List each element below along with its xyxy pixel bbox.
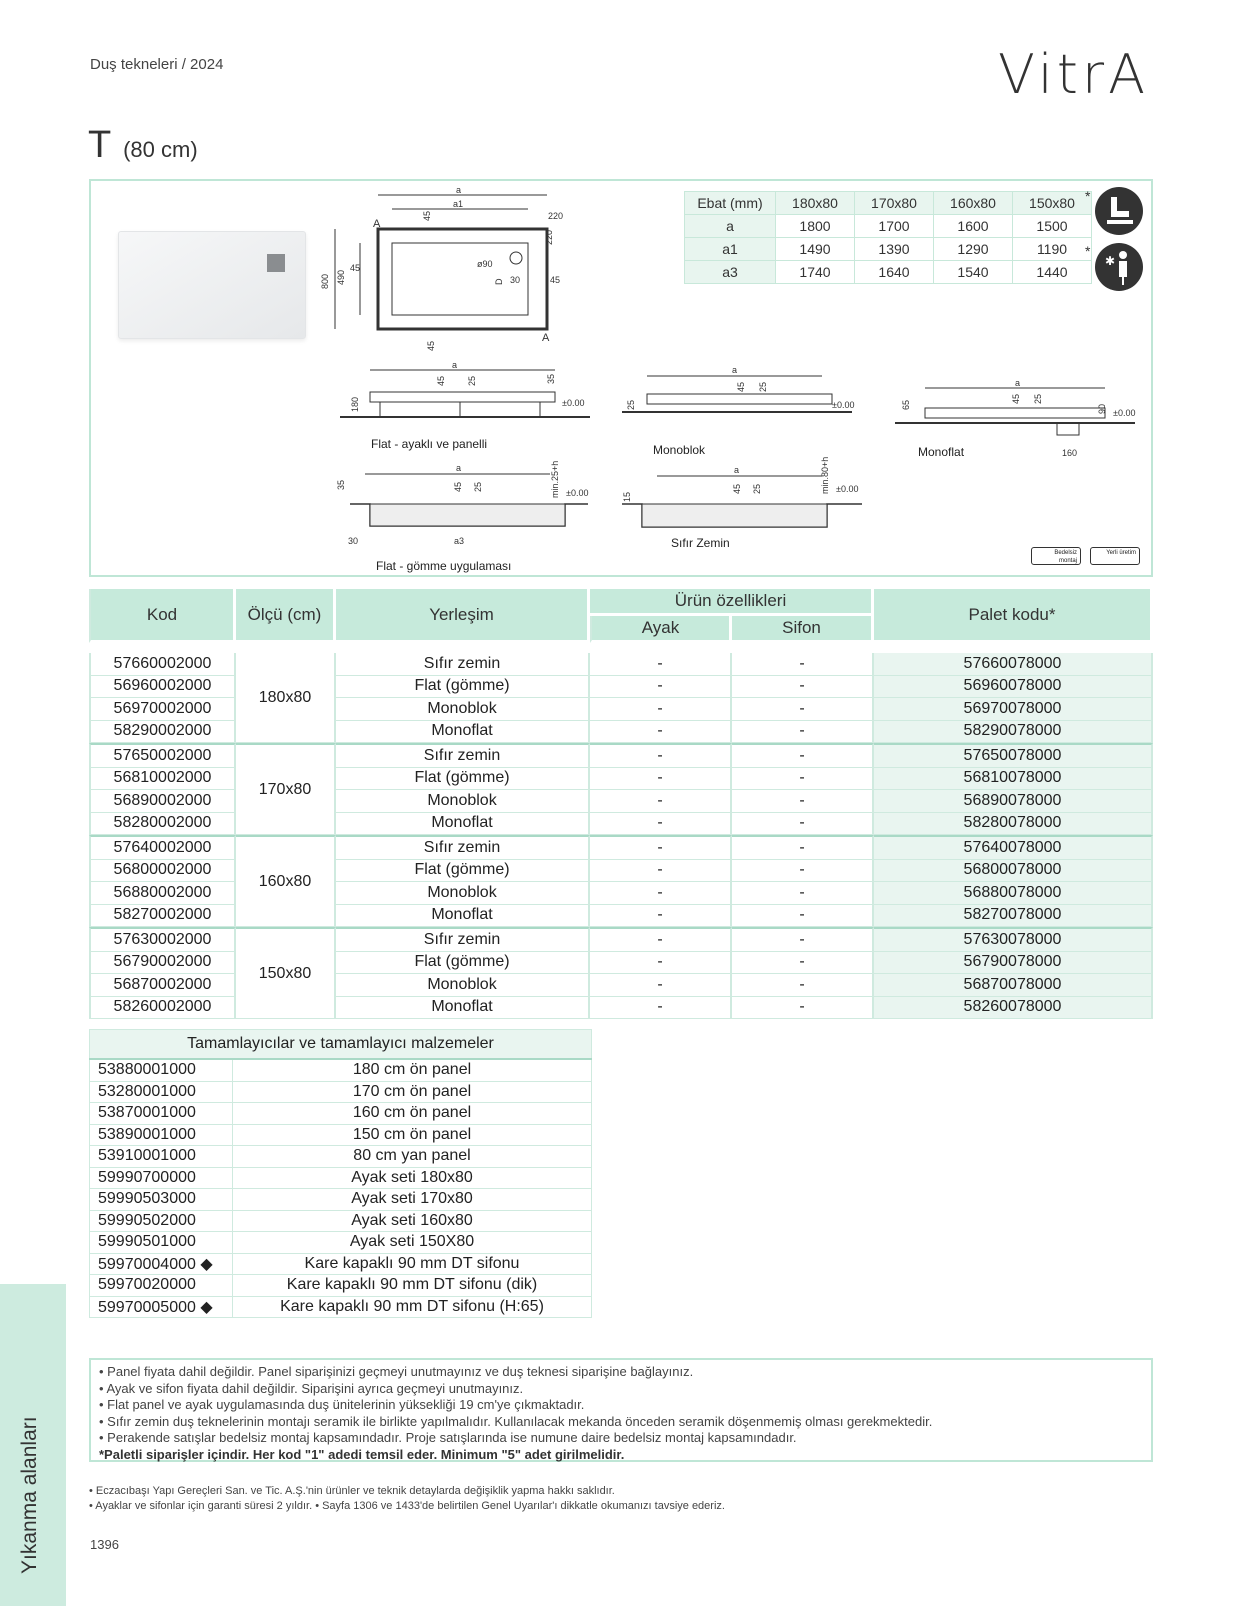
- note: • Ayak ve sifon fiyata dahil değildir. Siparişini ayrıca geçmeyi unutmayınız.: [99, 1380, 524, 1396]
- dim-a: a: [1015, 378, 1021, 388]
- dim-25: 25: [758, 381, 768, 392]
- dim-a: a: [732, 365, 738, 375]
- accessory-code: 59970005000 ◆: [90, 1296, 233, 1318]
- dim-cell: 1740: [776, 261, 855, 284]
- dim-header-size: 180x80: [776, 192, 855, 215]
- dim-cell: 1500: [1013, 215, 1092, 238]
- size-group: 180x80: [236, 653, 336, 743]
- legs: -: [590, 952, 732, 975]
- accessory-name: 160 cm ön panel: [233, 1103, 592, 1125]
- placement: Monoblok: [336, 790, 590, 813]
- accessory-code: 53880001000: [90, 1059, 233, 1081]
- svg-text:✱: ✱: [1105, 254, 1116, 268]
- placement: Monoflat: [336, 997, 590, 1020]
- siphon: -: [732, 743, 874, 768]
- pallet-code: 58280078000: [874, 813, 1153, 836]
- pallet-code: 57650078000: [874, 743, 1153, 768]
- page-title: [88, 124, 198, 167]
- dim-25: 25: [467, 375, 477, 386]
- accessory-name: Kare kapaklı 90 mm DT sifonu (dik): [233, 1275, 592, 1297]
- dim-a: a: [456, 463, 462, 473]
- pallet-code: 56800078000: [874, 860, 1153, 883]
- placement: Sıfır zemin: [336, 927, 590, 952]
- notes-box: [89, 1358, 1153, 1462]
- product-code: 58260002000: [89, 997, 236, 1020]
- accessory-code: 53890001000: [90, 1124, 233, 1146]
- dim-25: 25: [1033, 393, 1043, 404]
- dim-header-size: 170x80: [855, 192, 934, 215]
- legs: -: [590, 835, 732, 860]
- dim-45: 45: [736, 381, 746, 392]
- dim-180: 180: [350, 396, 360, 412]
- dim-cell: 1190: [1013, 238, 1092, 261]
- dim-45: 45: [436, 375, 446, 386]
- dim-cell: 1540: [934, 261, 1013, 284]
- product-name: T: [88, 124, 111, 166]
- siphon: -: [732, 974, 874, 997]
- placement: Flat (gömme): [336, 952, 590, 975]
- label-monoblok: Monoblok: [653, 443, 706, 457]
- placement: Sıfır zemin: [336, 653, 590, 676]
- product-code: 57640002000: [89, 835, 236, 860]
- dim-cell: 1290: [934, 238, 1013, 261]
- local-production-badge: [1090, 547, 1140, 565]
- product-table: [89, 589, 1153, 1019]
- siphon: -: [732, 952, 874, 975]
- free-installation-badge: [1031, 547, 1081, 565]
- accessory-name: Ayak seti 160x80: [233, 1210, 592, 1232]
- dim-header-label: Ebat (mm): [685, 192, 776, 215]
- placement: Monoflat: [336, 905, 590, 928]
- col-header-features: Ürün özellikleri: [590, 589, 874, 616]
- pallet-note: *Paletli siparişler içindir. Her kod "1" adedi temsil eder. Minimum "5" adet girilmelidir.: [99, 1446, 625, 1462]
- dim-header-size: 150x80: [1013, 192, 1092, 215]
- dim-cell: 1640: [855, 261, 934, 284]
- heated-floor-icon: [1095, 187, 1143, 235]
- col-header-placement: Yerleşim: [336, 589, 590, 643]
- note: • Flat panel ve ayak uygulamasında duş ünitelerinin yüksekliği 19 cm'ye çıkmaktadır.: [99, 1397, 585, 1412]
- siphon: -: [732, 676, 874, 699]
- siphon: -: [732, 653, 874, 676]
- legs: -: [590, 698, 732, 721]
- anti-slip-icon: [1095, 243, 1143, 291]
- dim-cell: 1800: [776, 215, 855, 238]
- placement: Sıfır zemin: [336, 835, 590, 860]
- siphon: -: [732, 790, 874, 813]
- accessory-name: 180 cm ön panel: [233, 1059, 592, 1081]
- accessory-name: 150 cm ön panel: [233, 1124, 592, 1146]
- section-zero-floor: [622, 456, 882, 542]
- placement: Flat (gömme): [336, 768, 590, 791]
- accessory-name: Kare kapaklı 90 mm DT sifonu (H:65): [233, 1296, 592, 1318]
- accessory-code: 59990503000: [90, 1189, 233, 1211]
- note: • Panel fiyata dahil değildir. Panel siparişinizi geçmeyi unutmayınız ve duş teknesi siparişine bağlayınız.: [99, 1364, 694, 1379]
- col-header-siphon: Sifon: [732, 616, 874, 643]
- legs: -: [590, 813, 732, 836]
- section-flat-recessed: [336, 460, 610, 557]
- placement: Flat (gömme): [336, 860, 590, 883]
- col-header-legs: Ayak: [590, 616, 732, 643]
- level-zero: ±0.00: [566, 488, 589, 498]
- dim-row-label: a1: [685, 238, 776, 261]
- accessory-name: 170 cm ön panel: [233, 1081, 592, 1103]
- product-code: 56960002000: [89, 676, 236, 699]
- siphon: -: [732, 905, 874, 928]
- placement: Sıfır zemin: [336, 743, 590, 768]
- placement: Monoflat: [336, 721, 590, 744]
- dim-a1: a1: [453, 199, 464, 209]
- accessory-code: 59990502000: [90, 1210, 233, 1232]
- pallet-code: 56890078000: [874, 790, 1153, 813]
- dim-45: 45: [1011, 393, 1021, 404]
- section-sidebar: [0, 1284, 66, 1606]
- siphon: -: [732, 997, 874, 1020]
- legs: -: [590, 927, 732, 952]
- legs: -: [590, 790, 732, 813]
- size-group: 150x80: [236, 927, 336, 1019]
- siphon: -: [732, 860, 874, 883]
- dim-header-size: 160x80: [934, 192, 1013, 215]
- product-code: 56800002000: [89, 860, 236, 883]
- level-zero: ±0.00: [562, 398, 585, 408]
- product-code: 56870002000: [89, 974, 236, 997]
- dim-cell: 1490: [776, 238, 855, 261]
- pallet-code: 56790078000: [874, 952, 1153, 975]
- pallet-code: 56960078000: [874, 676, 1153, 699]
- siphon: -: [732, 721, 874, 744]
- pallet-code: 58270078000: [874, 905, 1153, 928]
- accessory-name: Ayak seti 150X80: [233, 1232, 592, 1254]
- placement: Monoblok: [336, 882, 590, 905]
- section-mark-a-bottom: A: [542, 332, 550, 344]
- dim-15: 15: [622, 491, 632, 502]
- dim-45-top: 45: [422, 210, 432, 221]
- accessory-code: 59990501000: [90, 1232, 233, 1254]
- dim-cell: 1390: [855, 238, 934, 261]
- level-zero: ±0.00: [836, 484, 859, 494]
- section-mark-a-top: A: [373, 218, 381, 230]
- dim-25: 25: [626, 399, 636, 410]
- brand-logo: VitrA: [998, 43, 1150, 106]
- note: • Perakende satışlar bedelsiz montaj kapsamındadır. Proje satışlarında ise numune daire bedelsiz montaj kapsamındadır.: [99, 1430, 797, 1445]
- footnote-star: *: [1085, 188, 1091, 204]
- dim-a: a: [452, 360, 458, 370]
- dim-D: D: [494, 278, 504, 285]
- dim-30: 30: [348, 536, 359, 546]
- dim-65: 65: [901, 399, 911, 410]
- pallet-code: 58290078000: [874, 721, 1153, 744]
- accessory-name: 80 cm yan panel: [233, 1146, 592, 1168]
- label-monoflat: Monoflat: [918, 445, 965, 459]
- siphon: -: [732, 768, 874, 791]
- drain-cover: [267, 254, 285, 272]
- product-code: 56810002000: [89, 768, 236, 791]
- accessories-table: [89, 1029, 592, 1318]
- dim-row-label: a3: [685, 261, 776, 284]
- dim-cell: 1600: [934, 215, 1013, 238]
- dim-45: 45: [732, 483, 742, 494]
- section-monoblok: [622, 362, 872, 442]
- accessory-code: 53870001000: [90, 1103, 233, 1125]
- product-code: 56880002000: [89, 882, 236, 905]
- dim-35: 35: [336, 479, 346, 490]
- dim-45-bottom: 45: [426, 340, 436, 351]
- dim-min80: min.80+h: [820, 456, 830, 494]
- product-code: 58290002000: [89, 721, 236, 744]
- badge-text: Bedelsiz montaj: [1054, 550, 1077, 564]
- product-code: 57630002000: [89, 927, 236, 952]
- dim-25: 25: [473, 481, 483, 492]
- dim-min25: min.25+h: [550, 460, 560, 498]
- col-header-size: Ölçü (cm): [236, 589, 336, 643]
- accessory-code: 53280001000: [90, 1081, 233, 1103]
- dim-25: 25: [752, 483, 762, 494]
- placement: Flat (gömme): [336, 676, 590, 699]
- footer-disclaimer: • Eczacıbaşı Yapı Gereçleri San. ve Tic. A.Ş.'nin ürünler ve teknik detaylarda değişiklik yapma hakkı saklıdır.: [89, 1485, 615, 1497]
- legs: -: [590, 676, 732, 699]
- dim-a3: a3: [454, 536, 465, 546]
- product-code: 56970002000: [89, 698, 236, 721]
- siphon: -: [732, 698, 874, 721]
- dim-220-side: 220: [544, 229, 554, 245]
- size-group: 160x80: [236, 835, 336, 927]
- col-header-pallet: Palet kodu*: [874, 589, 1153, 643]
- pallet-code: 58260078000: [874, 997, 1153, 1020]
- siphon: -: [732, 882, 874, 905]
- dim-45-right: 45: [550, 275, 561, 285]
- legs: -: [590, 997, 732, 1020]
- dim-800: 800: [320, 273, 330, 289]
- label-flat-legs: Flat - ayaklı ve panelli: [371, 437, 488, 451]
- footnote-star: *: [1085, 243, 1091, 259]
- dim-row-label: a: [685, 215, 776, 238]
- catalog-category: Duş tekneleri / 2024: [90, 56, 224, 73]
- legs: -: [590, 653, 732, 676]
- legs: -: [590, 860, 732, 883]
- placement: Monoblok: [336, 698, 590, 721]
- size-group: 170x80: [236, 743, 336, 835]
- dim-35: 35: [546, 373, 556, 384]
- dim-160: 160: [1062, 448, 1078, 458]
- product-code: 58280002000: [89, 813, 236, 836]
- pallet-code: 56810078000: [874, 768, 1153, 791]
- note: • Sıfır zemin duş teknelerinin montajı seramik ile birlikte yapılmalıdır. Kullanılacak mekanda önceden seramik döşenmemiş olması gerekmektedir.: [99, 1413, 933, 1429]
- product-size: (80 cm): [123, 137, 198, 162]
- siphon: -: [732, 835, 874, 860]
- legs: -: [590, 768, 732, 791]
- pallet-code: 56870078000: [874, 974, 1153, 997]
- placement: Monoblok: [336, 974, 590, 997]
- siphon: -: [732, 813, 874, 836]
- accessory-code: 59970020000: [90, 1275, 233, 1297]
- product-code: 57660002000: [89, 653, 236, 676]
- accessory-name: Ayak seti 180x80: [233, 1167, 592, 1189]
- dim-d90: ø90: [477, 259, 493, 269]
- col-header-code: Kod: [89, 589, 236, 643]
- product-code: 56790002000: [89, 952, 236, 975]
- shower-tray-image: [118, 231, 306, 339]
- dim-30: 30: [510, 275, 521, 285]
- dim-a: a: [456, 185, 462, 195]
- pallet-code: 56970078000: [874, 698, 1153, 721]
- pallet-code: 56880078000: [874, 882, 1153, 905]
- dim-45-left: 45: [350, 263, 361, 273]
- accessory-code: 59990700000: [90, 1167, 233, 1189]
- legs: -: [590, 721, 732, 744]
- siphon: -: [732, 927, 874, 952]
- accessories-title: Tamamlayıcılar ve tamamlayıcı malzemeler: [90, 1030, 592, 1060]
- dim-90: 90: [1097, 403, 1107, 414]
- placement: Monoflat: [336, 813, 590, 836]
- section-label: Yıkanma alanları: [18, 1416, 41, 1574]
- dim-45: 45: [453, 481, 463, 492]
- legs: -: [590, 905, 732, 928]
- top-view-drawing: [320, 185, 620, 365]
- page-number: 1396: [90, 1537, 119, 1552]
- pallet-code: 57630078000: [874, 927, 1153, 952]
- legs: -: [590, 974, 732, 997]
- dim-cell: 1700: [855, 215, 934, 238]
- accessory-code: 59970004000 ◆: [90, 1253, 233, 1275]
- product-code: 57650002000: [89, 743, 236, 768]
- legs: -: [590, 743, 732, 768]
- level-zero: ±0.00: [832, 400, 855, 410]
- badge-text: Yerli üretim: [1106, 550, 1136, 556]
- dimensions-table: [684, 191, 1092, 284]
- dim-cell: 1440: [1013, 261, 1092, 284]
- accessory-code: 53910001000: [90, 1146, 233, 1168]
- legs: -: [590, 882, 732, 905]
- accessory-name: Ayak seti 170x80: [233, 1189, 592, 1211]
- pallet-code: 57660078000: [874, 653, 1153, 676]
- label-flat-recessed: Flat - gömme uygulaması: [376, 559, 512, 573]
- accessory-name: Kare kapaklı 90 mm DT sifonu: [233, 1253, 592, 1275]
- product-code: 56890002000: [89, 790, 236, 813]
- label-zero-floor: Sıfır Zemin: [671, 536, 730, 550]
- level-zero: ±0.00: [1113, 408, 1136, 418]
- product-code: 58270002000: [89, 905, 236, 928]
- dim-a: a: [734, 465, 740, 475]
- pallet-code: 57640078000: [874, 835, 1153, 860]
- dim-220-top: 220: [548, 211, 564, 221]
- dim-490: 490: [336, 269, 346, 285]
- footer-warranty: • Ayaklar ve sifonlar için garanti süresi 2 yıldır. • Sayfa 1306 ve 1433'de belirtilen Genel Uyarılar'ı dikkatle okumanızı tavsiye ederiz.: [89, 1500, 725, 1512]
